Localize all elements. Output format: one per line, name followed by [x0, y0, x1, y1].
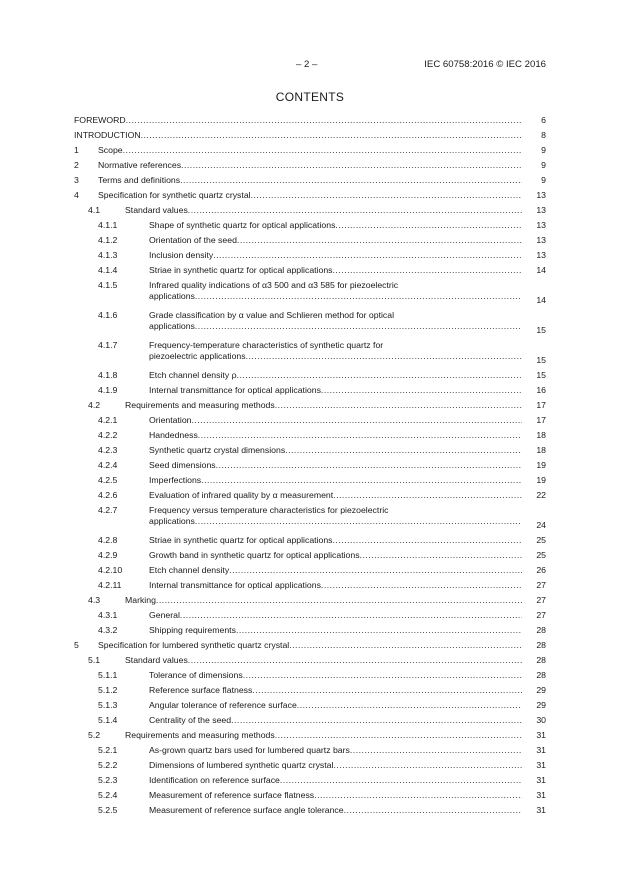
toc-entry-number: 4.3.1	[98, 610, 118, 620]
toc-entry-page: 9	[541, 145, 546, 155]
toc-entry-number: 4.2.4	[98, 460, 118, 470]
toc-entry-title	[149, 805, 522, 816]
toc-entry[interactable]	[74, 593, 546, 608]
toc-entry[interactable]	[74, 653, 546, 668]
toc-entry-page: 31	[536, 760, 546, 770]
toc-entry-number: 5.2.3	[98, 775, 118, 785]
toc-entry[interactable]	[74, 338, 546, 368]
toc-entry-page: 27	[536, 580, 546, 590]
toc-entry-page: 24	[536, 520, 546, 530]
toc-entry-number: 4.2.11	[98, 580, 122, 590]
toc-entry-title-line1: Infrared quality indications of α3 500 and α3 585 for piezoelectric	[149, 280, 399, 290]
toc-entry[interactable]	[74, 143, 546, 158]
toc-entry-title	[149, 340, 522, 362]
toc-entry[interactable]	[74, 563, 546, 578]
toc-entry-page: 13	[536, 250, 546, 260]
toc-entry-title-text: Internal transmittance for optical applications	[149, 385, 321, 395]
toc-entry-title-line2-text: piezoelectric applications	[149, 351, 246, 361]
toc-entry-title	[149, 475, 522, 486]
toc-entry-title	[98, 160, 522, 171]
toc-entry-title	[149, 490, 522, 501]
toc-entry-title-line2-text: applications	[149, 321, 195, 331]
toc-entry-title	[149, 745, 522, 756]
toc-entry-page: 17	[536, 400, 546, 410]
toc-entry-title-text: As-grown quartz bars used for lumbered quartz bars	[149, 745, 350, 755]
toc-entry-title-text: Shape of synthetic quartz for optical applications	[149, 220, 336, 230]
toc-entry-title-text: Reference surface flatness	[149, 685, 253, 695]
toc-entry-number: 3	[74, 175, 79, 185]
toc-entry-page: 13	[536, 220, 546, 230]
toc-entry-title	[149, 625, 522, 636]
toc-entry-number: 4.2.3	[98, 445, 118, 455]
toc-entry-title-text: Standard values	[125, 205, 188, 215]
toc-entry-title-text: Shipping requirements	[149, 625, 236, 635]
toc-entry-page: 26	[536, 565, 546, 575]
toc-entry[interactable]	[74, 758, 546, 773]
toc-entry-title	[149, 685, 522, 696]
toc-entry-title	[149, 445, 522, 456]
toc-entry[interactable]	[74, 638, 546, 653]
toc-entry-page: 29	[536, 685, 546, 695]
toc-entry-title-line2	[149, 321, 522, 332]
toc-entry-title-line2	[149, 351, 522, 362]
toc-entry-title	[149, 415, 522, 426]
toc-entry-title	[125, 400, 522, 411]
toc-entry-title-text: Centrality of the seed	[149, 715, 232, 725]
toc-entry-number: 4.2.7	[98, 505, 118, 515]
toc-entry-title-text: Evaluation of infrared quality by α measurement	[149, 490, 334, 500]
toc-entry-page: 14	[536, 265, 546, 275]
toc-entry[interactable]	[74, 458, 546, 473]
toc-entry-title	[149, 280, 522, 302]
toc-entry[interactable]	[74, 773, 546, 788]
toc-entry-title-text: Striae in synthetic quartz for optical applications	[149, 535, 333, 545]
toc-entry-number: 4	[74, 190, 79, 200]
toc-entry-title-text: Requirements and measuring methods	[125, 400, 275, 410]
toc-entry-page: 18	[536, 430, 546, 440]
toc-entry-number: 2	[74, 160, 79, 170]
toc-entry-page: 29	[536, 700, 546, 710]
toc-entry-title	[74, 115, 522, 126]
toc-entry-number: 4.1.2	[98, 235, 118, 245]
toc-entry-title	[149, 250, 522, 261]
toc-entry-title	[149, 700, 522, 711]
toc-entry-number: 4.2	[88, 400, 101, 410]
toc-entry-title-text: Dimensions of lumbered synthetic quartz crystal	[149, 760, 334, 770]
toc-entry-page: 14	[536, 295, 546, 305]
toc-entry[interactable]	[74, 218, 546, 233]
toc-entry-number: 5.1.3	[98, 700, 118, 710]
toc-entry-title	[125, 655, 522, 666]
toc-entry-page: 28	[536, 625, 546, 635]
toc-entry-number: 5.2.5	[98, 805, 118, 815]
toc-entry-page: 13	[536, 235, 546, 245]
toc-entry-title	[125, 205, 522, 216]
toc-entry[interactable]	[74, 383, 546, 398]
toc-entry[interactable]	[74, 308, 546, 338]
toc-entry-page: 27	[536, 610, 546, 620]
toc-entry-number: 4.2.5	[98, 475, 118, 485]
toc-entry-page: 15	[536, 370, 546, 380]
toc-entry[interactable]	[74, 248, 546, 263]
toc-entry[interactable]	[74, 533, 546, 548]
toc-entry-page: 25	[536, 550, 546, 560]
toc-entry[interactable]	[74, 743, 546, 758]
toc-entry-page: 8	[541, 130, 546, 140]
toc-entry[interactable]	[74, 428, 546, 443]
toc-entry-title	[149, 790, 522, 801]
toc-entry[interactable]	[74, 443, 546, 458]
toc-entry-title-text: Synthetic quartz crystal dimensions	[149, 445, 286, 455]
toc-entry-title	[149, 775, 522, 786]
toc-entry[interactable]	[74, 473, 546, 488]
toc-entry-number: 4.1.3	[98, 250, 118, 260]
toc-entry-title-text: Handedness	[149, 430, 198, 440]
toc-entry-title-text: General	[149, 610, 180, 620]
toc-entry-title	[149, 235, 522, 246]
toc-entry-title-text: Measurement of reference surface flatness	[149, 790, 315, 800]
toc-entry-page: 13	[536, 190, 546, 200]
toc-entry-title-text: Inclusion density	[149, 250, 214, 260]
toc-entry-title	[98, 640, 522, 651]
toc-entry-title-line1: Frequency-temperature characteristics of synthetic quartz for	[149, 340, 384, 350]
toc-entry-title	[149, 265, 522, 276]
toc-entry-page: 19	[536, 475, 546, 485]
toc-entry-title	[98, 175, 522, 186]
toc-entry[interactable]	[74, 623, 546, 638]
toc-entry-title-line1: Frequency versus temperature characteristics for piezoelectric	[149, 505, 389, 515]
toc-entry-number: 4.1.7	[98, 340, 118, 350]
toc-entry-title	[149, 550, 522, 561]
toc-entry-number: 4.1.1	[98, 220, 118, 230]
toc-entry-page: 9	[541, 160, 546, 170]
toc-entry-number: 5.1.1	[98, 670, 118, 680]
toc-entry-title-text: Specification for lumbered synthetic quartz crystal	[98, 640, 290, 650]
toc-entry-title-text: Internal transmittance for optical applications	[149, 580, 321, 590]
toc-entry-title	[125, 730, 522, 741]
toc-entry-page: 31	[536, 790, 546, 800]
toc-entry-title-text: Standard values	[125, 655, 188, 665]
toc-entry-page: 6	[541, 115, 546, 125]
toc-entry-page: 31	[536, 775, 546, 785]
toc-entry[interactable]	[74, 713, 546, 728]
toc-entry-number: 4.3.2	[98, 625, 118, 635]
toc-entry[interactable]	[74, 608, 546, 623]
toc-entry-title-text: Imperfections	[149, 475, 202, 485]
toc-entry-page: 25	[536, 535, 546, 545]
toc-entry[interactable]	[74, 158, 546, 173]
toc-entry-title-text: Tolerance of dimensions	[149, 670, 243, 680]
toc-entry-page: 31	[536, 730, 546, 740]
toc-entry[interactable]	[74, 128, 546, 143]
toc-entry-title-text: Measurement of reference surface angle tolerance	[149, 805, 344, 815]
toc-entry[interactable]	[74, 278, 546, 308]
toc-entry-page: 16	[536, 385, 546, 395]
toc-entry-title-text: Seed dimensions	[149, 460, 216, 470]
toc-entry-number: 4.3	[88, 595, 101, 605]
toc-entry-title-text: Etch channel density	[149, 565, 230, 575]
standard-reference-header: IEC 60758:2016 © IEC 2016	[424, 59, 546, 70]
toc-entry-title-text: Etch channel density ρ	[149, 370, 237, 380]
toc-entry[interactable]	[74, 398, 546, 413]
toc-entry-title	[98, 145, 522, 156]
toc-entry-title-line2-text: applications	[149, 291, 195, 301]
toc-entry-title	[98, 190, 522, 201]
toc-entry-page: 31	[536, 745, 546, 755]
toc-entry[interactable]	[74, 368, 546, 383]
toc-entry-number: 5.1.4	[98, 715, 118, 725]
toc-entry-page: 22	[536, 490, 546, 500]
toc-entry-page: 28	[536, 640, 546, 650]
toc-entry[interactable]	[74, 413, 546, 428]
toc-entry-title	[149, 385, 522, 396]
toc-entry-title	[149, 310, 522, 332]
toc-entry-number: 1	[74, 145, 79, 155]
toc-entry-number: 4.1.4	[98, 265, 118, 275]
toc-entry-title-text: Terms and definitions	[98, 175, 181, 185]
toc-entry[interactable]	[74, 803, 546, 818]
table-of-contents	[74, 113, 546, 818]
toc-entry-title	[125, 595, 522, 606]
toc-entry-number: 5.1	[88, 655, 101, 665]
toc-entry-title	[149, 760, 522, 771]
page-number-header: – 2 –	[296, 59, 318, 70]
toc-entry-title-line2	[149, 291, 522, 302]
toc-entry-title	[149, 565, 522, 576]
toc-entry-number: 4.1.5	[98, 280, 118, 290]
toc-entry-title	[149, 220, 522, 231]
toc-entry-number: 5.2	[88, 730, 101, 740]
toc-entry[interactable]	[74, 233, 546, 248]
toc-entry-number: 4.2.8	[98, 535, 118, 545]
toc-entry-page: 31	[536, 805, 546, 815]
toc-entry-title-text: Specification for synthetic quartz crystal	[98, 190, 251, 200]
toc-entry[interactable]	[74, 188, 546, 203]
toc-entry-title	[149, 370, 522, 381]
toc-entry-page: 28	[536, 655, 546, 665]
toc-entry-number: 4.2.1	[98, 415, 118, 425]
toc-entry-number: 5.2.4	[98, 790, 118, 800]
toc-entry-title-text: Requirements and measuring methods	[125, 730, 275, 740]
toc-entry-title	[74, 130, 522, 141]
toc-entry-number: 4.1.8	[98, 370, 118, 380]
toc-entry-title	[149, 535, 522, 546]
toc-entry-page: 27	[536, 595, 546, 605]
toc-entry-title-text: Angular tolerance of reference surface	[149, 700, 297, 710]
toc-entry[interactable]	[74, 668, 546, 683]
toc-entry-title	[149, 610, 522, 621]
toc-entry[interactable]	[74, 788, 546, 803]
toc-entry-page: 13	[536, 205, 546, 215]
toc-entry-page: 30	[536, 715, 546, 725]
toc-entry-title-line2	[149, 516, 522, 527]
toc-entry-title	[149, 460, 522, 471]
toc-entry-number: 5	[74, 640, 79, 650]
toc-entry[interactable]	[74, 113, 546, 128]
toc-entry-title-text: Scope	[98, 145, 123, 155]
toc-entry-title-text: Identification on reference surface	[149, 775, 280, 785]
toc-entry-page: 9	[541, 175, 546, 185]
toc-entry-title	[149, 670, 522, 681]
toc-entry-number: 4.2.2	[98, 430, 118, 440]
toc-entry-page: 15	[536, 325, 546, 335]
toc-entry[interactable]	[74, 683, 546, 698]
toc-entry[interactable]	[74, 173, 546, 188]
toc-entry-page: 19	[536, 460, 546, 470]
toc-entry[interactable]	[74, 548, 546, 563]
page-title: CONTENTS	[275, 90, 345, 104]
toc-entry[interactable]	[74, 503, 546, 533]
toc-entry[interactable]	[74, 728, 546, 743]
toc-entry[interactable]	[74, 263, 546, 278]
toc-entry-title-text: Growth band in synthetic quartz for optical applications	[149, 550, 360, 560]
toc-entry-title-text: Orientation of the seed	[149, 235, 237, 245]
toc-entry[interactable]	[74, 698, 546, 713]
toc-entry-title-text: Marking	[125, 595, 156, 605]
toc-entry-title-text: Normative references	[98, 160, 182, 170]
toc-entry[interactable]	[74, 488, 546, 503]
toc-entry-title-line2-text: applications	[149, 516, 195, 526]
toc-entry[interactable]	[74, 203, 546, 218]
toc-entry-title	[149, 505, 522, 527]
toc-entry-title-text: INTRODUCTION	[74, 130, 141, 140]
toc-entry-number: 4.1.6	[98, 310, 118, 320]
toc-entry-title-text: Striae in synthetic quartz for optical applications	[149, 265, 333, 275]
toc-entry-page: 15	[536, 355, 546, 365]
toc-entry-title	[149, 430, 522, 441]
toc-entry-title	[149, 580, 522, 591]
toc-entry-number: 4.2.9	[98, 550, 118, 560]
toc-entry-page: 17	[536, 415, 546, 425]
toc-entry-title	[149, 715, 522, 726]
toc-entry-number: 4.1	[88, 205, 101, 215]
toc-entry-number: 5.1.2	[98, 685, 118, 695]
toc-entry-page: 18	[536, 445, 546, 455]
toc-entry[interactable]	[74, 578, 546, 593]
toc-entry-title-line1: Grade classification by α value and Schlieren method for optical	[149, 310, 395, 320]
toc-entry-title-text: Orientation	[149, 415, 192, 425]
toc-entry-number: 4.1.9	[98, 385, 118, 395]
toc-entry-number: 4.2.10	[98, 565, 123, 575]
toc-entry-page: 28	[536, 670, 546, 680]
toc-entry-title-text: FOREWORD	[74, 115, 126, 125]
toc-entry-number: 5.2.1	[98, 745, 118, 755]
toc-entry-number: 4.2.6	[98, 490, 118, 500]
toc-entry-number: 5.2.2	[98, 760, 118, 770]
